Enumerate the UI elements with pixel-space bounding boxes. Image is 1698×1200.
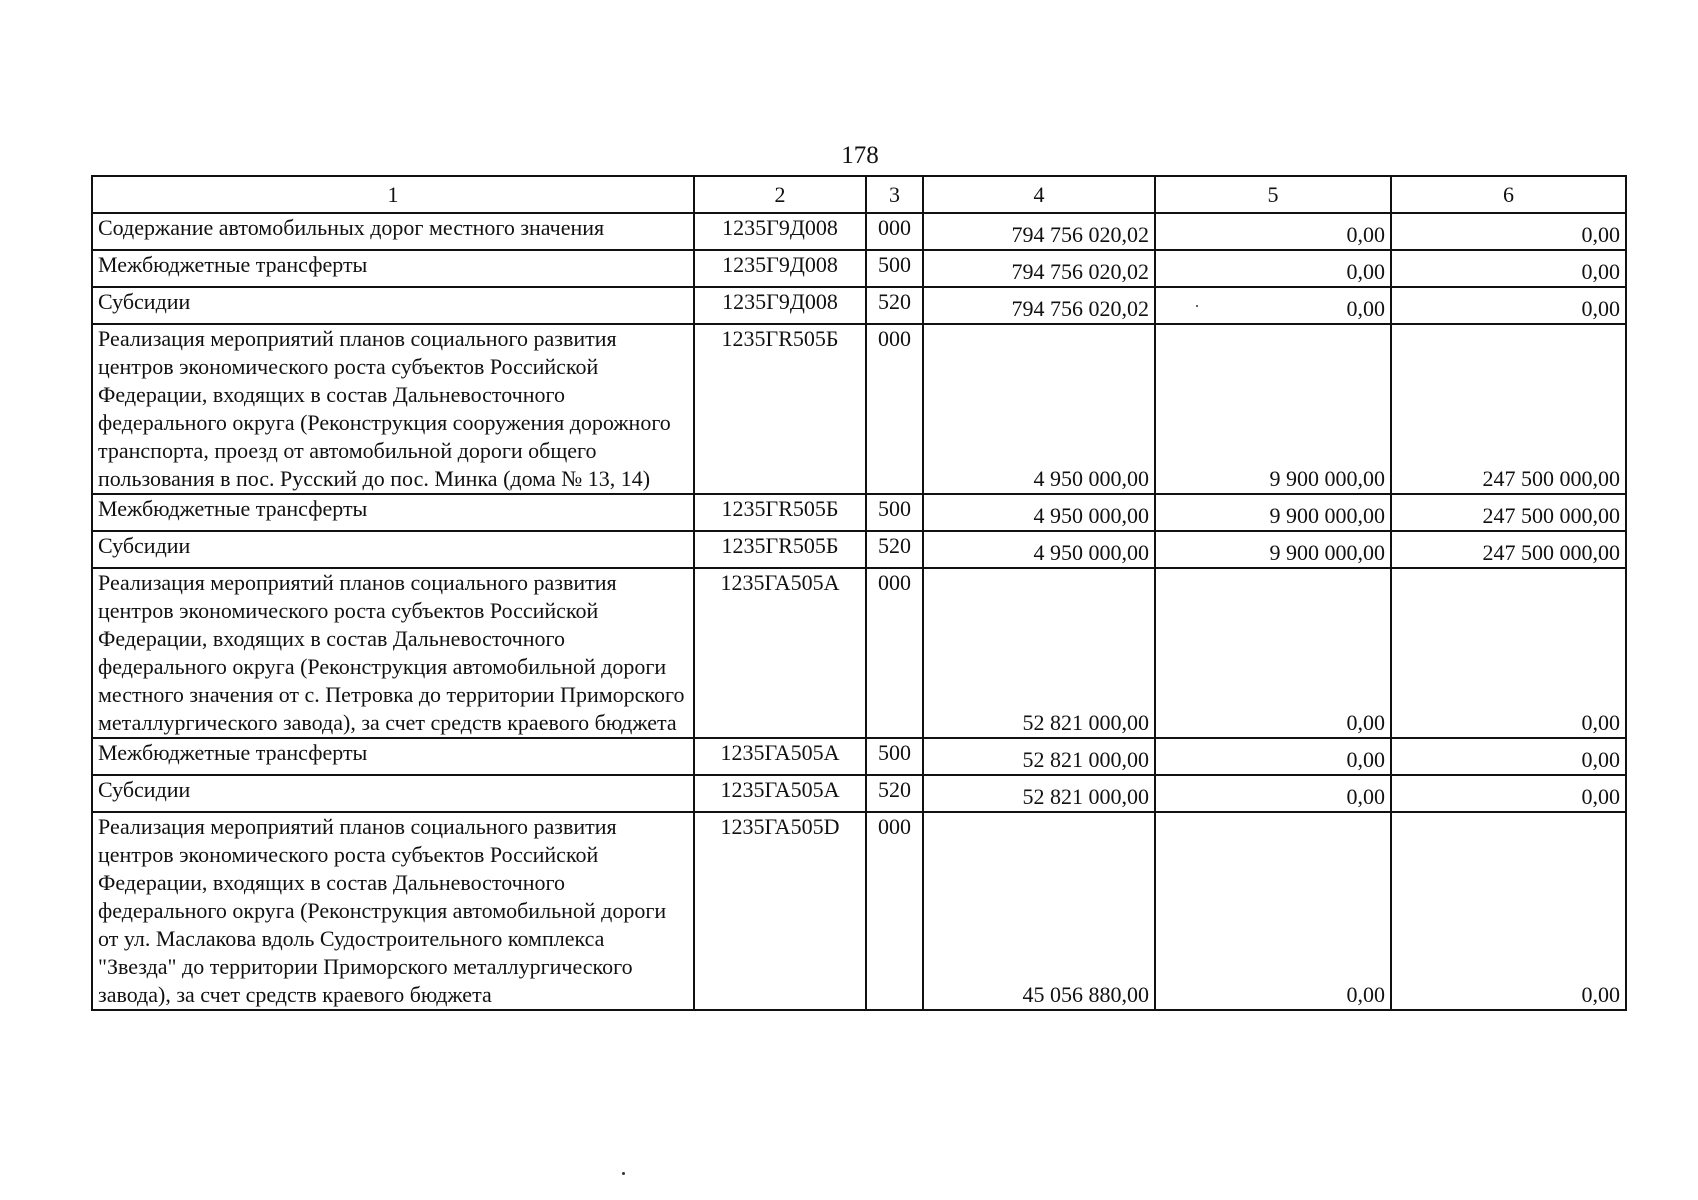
row-amount-3: 0,00	[1391, 738, 1626, 775]
row-amount-3: 0,00	[1391, 812, 1626, 1010]
row-expense-type: 520	[866, 287, 923, 324]
column-header: 6	[1391, 176, 1626, 213]
row-amount-1: 52 821 000,00	[923, 775, 1155, 812]
row-amount-2: 0,00	[1155, 775, 1391, 812]
table-row	[92, 324, 1626, 494]
scan-speck	[622, 1172, 625, 1175]
row-name: Реализация мероприятий планов социального развития центров экономического роста субъектов Российской Федерации, входящих в состав Дальневосточного федерального округа (Реконструкция сооружения дорожного транспорта, проезд от автомобильной дороги общего пользования в пос. Русский до пос. Минка (дома № 13, 14)	[92, 324, 694, 494]
row-amount-2: 0,00	[1155, 738, 1391, 775]
row-amount-3: 0,00	[1391, 568, 1626, 738]
row-expense-type: 000	[866, 568, 923, 738]
row-code: 1235Г9Д008	[694, 213, 866, 250]
table-row	[92, 531, 1626, 568]
row-amount-1: 45 056 880,00	[923, 812, 1155, 1010]
row-amount-1: 4 950 000,00	[923, 494, 1155, 531]
row-code: 1235ГR505Б	[694, 531, 866, 568]
row-amount-1: 794 756 020,02	[923, 213, 1155, 250]
row-name: Реализация мероприятий планов социального развития центров экономического роста субъектов Российской Федерации, входящих в состав Дальневосточного федерального округа (Реконструкция автомобильной дороги местного значения от с. Петровка до территории Приморского металлургического завода), за счет средств краевого бюджета	[92, 568, 694, 738]
row-expense-type: 520	[866, 531, 923, 568]
row-amount-3: 247 500 000,00	[1391, 494, 1626, 531]
row-amount-2: 9 900 000,00	[1155, 324, 1391, 494]
row-code: 1235ГА505А	[694, 568, 866, 738]
row-amount-1: 794 756 020,02	[923, 250, 1155, 287]
row-code: 1235ГR505Б	[694, 324, 866, 494]
row-amount-1: 52 821 000,00	[923, 738, 1155, 775]
column-header: 2	[694, 176, 866, 213]
row-expense-type: 500	[866, 738, 923, 775]
row-amount-3: 0,00	[1391, 287, 1626, 324]
row-expense-type: 500	[866, 494, 923, 531]
table-row	[92, 568, 1626, 738]
row-code: 1235ГА505А	[694, 738, 866, 775]
row-code: 1235ГR505Б	[694, 494, 866, 531]
table-row	[92, 287, 1626, 324]
row-amount-3: 0,00	[1391, 213, 1626, 250]
row-expense-type: 000	[866, 812, 923, 1010]
row-amount-1: 52 821 000,00	[923, 568, 1155, 738]
column-header: 3	[866, 176, 923, 213]
budget-table	[91, 175, 1627, 1011]
table-row	[92, 738, 1626, 775]
row-amount-3: 247 500 000,00	[1391, 324, 1626, 494]
row-amount-3: 247 500 000,00	[1391, 531, 1626, 568]
row-name: Субсидии	[92, 287, 694, 324]
row-expense-type: 500	[866, 250, 923, 287]
row-expense-type: 520	[866, 775, 923, 812]
row-amount-2: 0,00	[1155, 287, 1391, 324]
row-code: 1235ГА505А	[694, 775, 866, 812]
row-amount-2: 0,00	[1155, 568, 1391, 738]
row-amount-2: 0,00	[1155, 812, 1391, 1010]
row-name: Реализация мероприятий планов социального развития центров экономического роста субъектов Российской Федерации, входящих в состав Дальневосточного федерального округа (Реконструкция автомобильной дороги от ул. Маслакова вдоль Судостроительного комплекса "Звезда" до территории Приморского металлургического завода), за счет средств краевого бюджета	[92, 812, 694, 1010]
row-code: 1235ГА505D	[694, 812, 866, 1010]
row-amount-2: 9 900 000,00	[1155, 494, 1391, 531]
row-name: Межбюджетные трансферты	[92, 250, 694, 287]
row-code: 1235Г9Д008	[694, 250, 866, 287]
table-row	[92, 775, 1626, 812]
row-amount-2: 0,00	[1155, 213, 1391, 250]
row-name: Межбюджетные трансферты	[92, 738, 694, 775]
row-code: 1235Г9Д008	[694, 287, 866, 324]
column-header: 5	[1155, 176, 1391, 213]
row-amount-1: 4 950 000,00	[923, 324, 1155, 494]
row-amount-1: 794 756 020,02	[923, 287, 1155, 324]
row-amount-2: 0,00	[1155, 250, 1391, 287]
row-name: Субсидии	[92, 531, 694, 568]
row-expense-type: 000	[866, 324, 923, 494]
page-number: 178	[841, 142, 879, 169]
row-name: Содержание автомобильных дорог местного значения	[92, 213, 694, 250]
row-name: Межбюджетные трансферты	[92, 494, 694, 531]
scan-speck	[1196, 305, 1198, 307]
column-header: 4	[923, 176, 1155, 213]
table-row	[92, 250, 1626, 287]
column-header: 1	[92, 176, 694, 213]
row-amount-2: 9 900 000,00	[1155, 531, 1391, 568]
table-row	[92, 494, 1626, 531]
row-amount-3: 0,00	[1391, 775, 1626, 812]
row-name: Субсидии	[92, 775, 694, 812]
row-amount-1: 4 950 000,00	[923, 531, 1155, 568]
table-row	[92, 812, 1626, 1010]
table-row	[92, 213, 1626, 250]
row-expense-type: 000	[866, 213, 923, 250]
table-header-row	[92, 176, 1626, 213]
row-amount-3: 0,00	[1391, 250, 1626, 287]
